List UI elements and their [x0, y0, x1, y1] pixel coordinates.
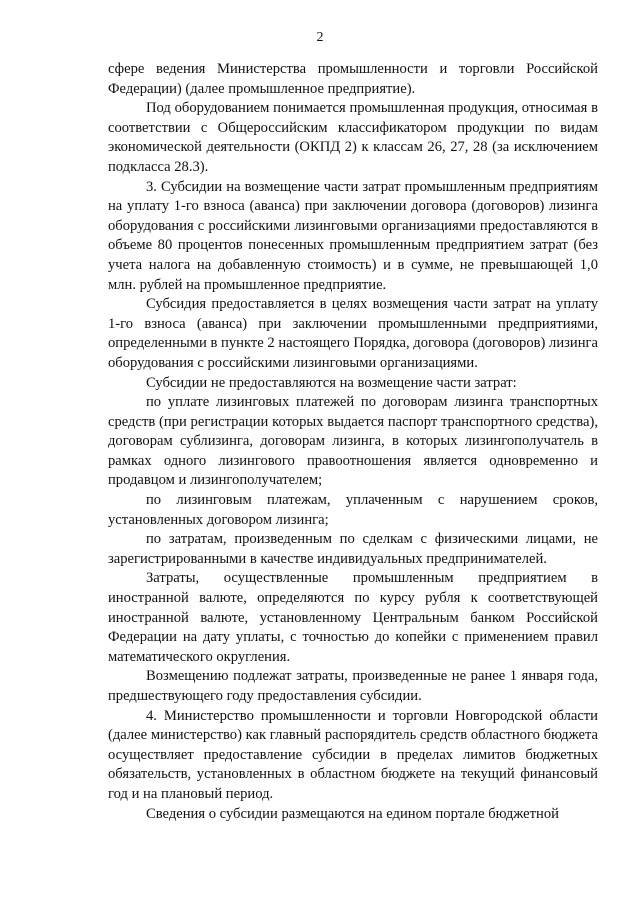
paragraph-portal-info: Сведения о субсидии размещаются на едином портале бюджетной [146, 805, 559, 822]
paragraph-subsidy-purpose: Субсидия предоставляется в целях возмещения части затрат на уплату 1-го взноса (аванса) при заключении промышленными предприятиями, определенными в пункте 2 настоящего Порядка, договора (договоров) лизинга оборудования с российскими лизинговыми организациями. [108, 296, 598, 371]
paragraph-foreign-currency: Затраты, осуществленные промышленным предприятием в иностранной валюте, определяются по курсу рубля к соответствующей иностранной валюте, установленному Центральным банком Российской Федерации на дату уплаты, с точностью до копейки с применением правил математического округления. [108, 570, 598, 665]
paragraph-exclusion-1: по уплате лизинговых платежей по договорам лизинга транспортных средств (при регистрации которых выдается паспорт транспортного средства), договорам сублизинга, договорам лизинга, в которых лизингополучатель в рамках одного лизингового правоотношения является одновременно и продавцом и лизингополучателем; [108, 394, 598, 489]
paragraph-section-4: 4. Министерство промышленности и торговли Новгородской области (далее министерство) как главный распорядитель средств областного бюджета осуществляет предоставление субсидии в пределах лимитов бюджетных обязательств, установленных в областном бюджете на текущий финансовый год и на плановый период. [108, 707, 598, 802]
paragraph-exclusion-3: по затратам, произведенным по сделкам с физическими лицами, не зарегистрированными в качестве индивидуальных предпринимателей. [108, 531, 598, 567]
paragraph-exclusions-intro: Субсидии не предоставляются на возмещение части затрат: [146, 374, 517, 391]
paragraph-equipment-definition: Под оборудованием понимается промышленная продукция, относимая в соответствии с Общероссийским классификатором продукции по видам экономической деятельности (ОКПД 2) к классам 26, 27, 28 (за исключением подкласса 28.3). [108, 100, 598, 175]
paragraph-section-3: 3. Субсидии на возмещение части затрат промышленным предприятиям на уплату 1-го взноса (аванса) при заключении договора (договоров) лизинга оборудования с российскими лизинговыми организациями предоставляются в объеме 80 процентов понесенных промышленным предприятием затрат (без учета налога на добавленную стоимость) и в сумме, не превышающей 1,0 млн. рублей на промышленное предприятие. [108, 178, 598, 293]
paragraph-continuation: сфере ведения Министерства промышленности и торговли Российской Федерации) (далее промышленное предприятие). [108, 61, 598, 97]
paragraph-eligible-period: Возмещению подлежат затраты, произведенные не ранее 1 января года, предшествующего году предоставления субсидии. [108, 668, 598, 704]
paragraph-exclusion-2: по лизинговым платежам, уплаченным с нарушением сроков, установленных договором лизинга; [108, 492, 598, 528]
document-body [108, 60, 598, 824]
page-number: 2 [316, 30, 324, 45]
